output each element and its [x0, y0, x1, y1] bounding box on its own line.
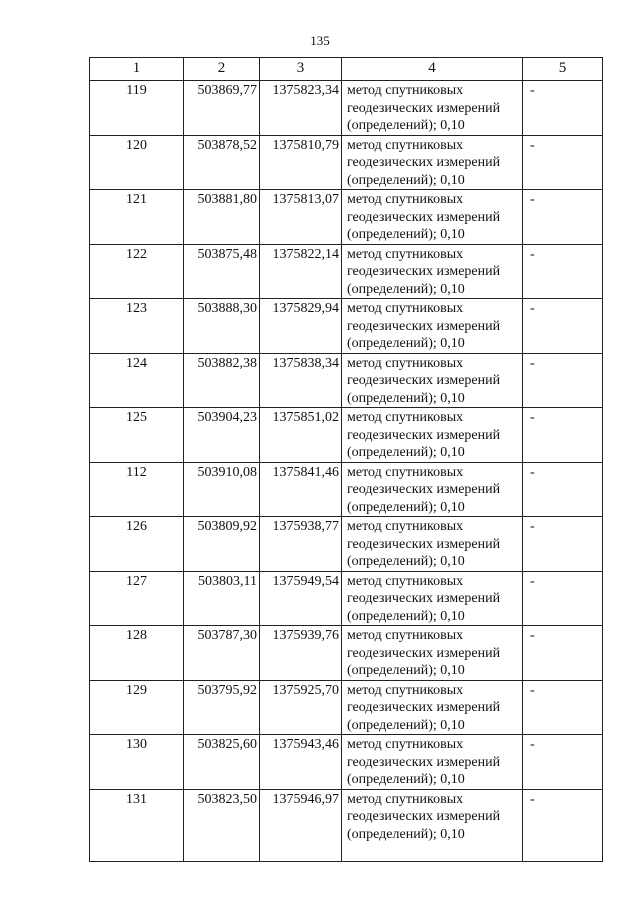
- y-coordinate-cell: 1375841,46: [260, 462, 342, 517]
- method-cell: [342, 190, 523, 245]
- point-number-cell: 121: [90, 190, 184, 245]
- table-row: [90, 135, 603, 190]
- point-number-cell: 119: [90, 81, 184, 136]
- table-row: [90, 789, 603, 861]
- x-coordinate-cell: 503878,52: [184, 135, 260, 190]
- method-cell: [342, 517, 523, 572]
- note-cell: -: [523, 680, 603, 735]
- method-line: геодезических измерений: [347, 100, 501, 116]
- y-coordinate-cell: 1375829,94: [260, 299, 342, 354]
- method-cell: [342, 81, 523, 136]
- method-line: геодезических измерений: [347, 264, 501, 279]
- method-line: (определений); 0,10: [347, 554, 465, 569]
- note-cell: -: [523, 626, 603, 681]
- method-line: метод спутниковых: [347, 791, 464, 807]
- note-cell: -: [523, 517, 603, 572]
- x-coordinate-cell: 503882,38: [184, 353, 260, 408]
- note-cell: -: [523, 244, 603, 299]
- method-cell: [342, 626, 523, 681]
- method-line: метод спутниковых: [347, 573, 464, 589]
- coordinates-table: [89, 57, 603, 862]
- note-cell: -: [523, 353, 603, 408]
- method-line: метод спутниковых: [347, 83, 464, 98]
- method-cell: [342, 789, 523, 861]
- point-number-cell: 112: [90, 462, 184, 517]
- method-line: (определений); 0,10: [347, 445, 465, 460]
- table-row: [90, 517, 603, 572]
- method-line: (определений); 0,10: [347, 608, 465, 624]
- y-coordinate-cell: 1375943,46: [260, 735, 342, 790]
- x-coordinate-cell: 503787,30: [184, 626, 260, 681]
- method-line: (определений); 0,10: [347, 499, 465, 515]
- note-cell: -: [523, 190, 603, 245]
- y-coordinate-cell: 1375838,34: [260, 353, 342, 408]
- method-line: (определений); 0,10: [347, 118, 465, 133]
- method-line: геодезических измерений: [347, 373, 501, 388]
- y-coordinate-cell: 1375822,14: [260, 244, 342, 299]
- method-line: метод спутниковых: [347, 464, 464, 480]
- table-body: [90, 81, 603, 862]
- method-line: геодезических измерений: [347, 155, 501, 170]
- note-cell: -: [523, 299, 603, 354]
- method-line: метод спутниковых: [347, 301, 464, 316]
- method-cell: [342, 299, 523, 354]
- method-line: геодезических измерений: [347, 318, 501, 334]
- point-number-cell: 123: [90, 299, 184, 354]
- x-coordinate-cell: 503795,92: [184, 680, 260, 735]
- method-cell: [342, 135, 523, 190]
- note-cell: -: [523, 81, 603, 136]
- x-coordinate-cell: 503869,77: [184, 81, 260, 136]
- method-line: метод спутниковых: [347, 628, 464, 643]
- y-coordinate-cell: 1375939,76: [260, 626, 342, 681]
- point-number-cell: 122: [90, 244, 184, 299]
- method-line: метод спутниковых: [347, 137, 464, 153]
- point-number-cell: 131: [90, 789, 184, 861]
- table-row: [90, 408, 603, 463]
- method-line: (определений); 0,10: [347, 772, 465, 787]
- x-coordinate-cell: 503823,50: [184, 789, 260, 861]
- note-cell: -: [523, 789, 603, 861]
- method-line: (определений); 0,10: [347, 336, 465, 351]
- table-header-row: [90, 58, 603, 81]
- x-coordinate-cell: 503904,23: [184, 408, 260, 463]
- note-cell: -: [523, 735, 603, 790]
- method-line: (определений); 0,10: [347, 663, 465, 678]
- table-row: [90, 81, 603, 136]
- method-line: геодезических измерений: [347, 700, 501, 715]
- x-coordinate-cell: 503809,92: [184, 517, 260, 572]
- method-cell: [342, 244, 523, 299]
- column-header-1: 1: [90, 58, 184, 81]
- method-line: метод спутниковых: [347, 737, 464, 752]
- method-cell: [342, 571, 523, 626]
- method-line: метод спутниковых: [347, 246, 464, 262]
- column-header-4: 4: [342, 58, 523, 81]
- page-number: 135: [310, 33, 330, 48]
- y-coordinate-cell: 1375823,34: [260, 81, 342, 136]
- x-coordinate-cell: 503875,48: [184, 244, 260, 299]
- table-row: [90, 244, 603, 299]
- point-number-cell: 124: [90, 353, 184, 408]
- table-row: [90, 353, 603, 408]
- point-number-cell: 120: [90, 135, 184, 190]
- method-line: метод спутниковых: [347, 519, 464, 534]
- method-line: геодезических измерений: [347, 645, 501, 661]
- y-coordinate-cell: 1375813,07: [260, 190, 342, 245]
- method-cell: [342, 353, 523, 408]
- method-line: (определений); 0,10: [347, 717, 465, 733]
- y-coordinate-cell: 1375810,79: [260, 135, 342, 190]
- method-line: метод спутниковых: [347, 410, 464, 425]
- method-line: метод спутниковых: [347, 355, 464, 371]
- method-line: (определений); 0,10: [347, 281, 465, 297]
- x-coordinate-cell: 503803,11: [184, 571, 260, 626]
- table-row: [90, 680, 603, 735]
- point-number-cell: 126: [90, 517, 184, 572]
- table-row: [90, 190, 603, 245]
- method-cell: [342, 462, 523, 517]
- table-row: [90, 735, 603, 790]
- note-cell: -: [523, 571, 603, 626]
- method-line: (определений); 0,10: [347, 172, 465, 188]
- y-coordinate-cell: 1375949,54: [260, 571, 342, 626]
- table-row: [90, 626, 603, 681]
- note-cell: -: [523, 135, 603, 190]
- method-line: геодезических измерений: [347, 754, 501, 770]
- method-line: геодезических измерений: [347, 591, 501, 606]
- x-coordinate-cell: 503825,60: [184, 735, 260, 790]
- method-line: геодезических измерений: [347, 482, 501, 497]
- method-line: геодезических измерений: [347, 427, 501, 443]
- note-cell: -: [523, 462, 603, 517]
- note-cell: -: [523, 408, 603, 463]
- method-line: метод спутниковых: [347, 682, 464, 698]
- table-row: [90, 571, 603, 626]
- column-header-5: 5: [523, 58, 603, 81]
- method-line: (определений); 0,10: [347, 227, 465, 242]
- x-coordinate-cell: 503888,30: [184, 299, 260, 354]
- method-line: (определений); 0,10: [347, 826, 465, 842]
- x-coordinate-cell: 503910,08: [184, 462, 260, 517]
- method-line: (определений); 0,10: [347, 390, 465, 406]
- point-number-cell: 129: [90, 680, 184, 735]
- y-coordinate-cell: 1375851,02: [260, 408, 342, 463]
- point-number-cell: 125: [90, 408, 184, 463]
- method-cell: [342, 680, 523, 735]
- table-row: [90, 299, 603, 354]
- point-number-cell: 130: [90, 735, 184, 790]
- method-line: геодезических измерений: [347, 209, 501, 225]
- y-coordinate-cell: 1375925,70: [260, 680, 342, 735]
- point-number-cell: 128: [90, 626, 184, 681]
- point-number-cell: 127: [90, 571, 184, 626]
- method-line: геодезических измерений: [347, 536, 501, 552]
- y-coordinate-cell: 1375938,77: [260, 517, 342, 572]
- column-header-3: 3: [260, 58, 342, 81]
- x-coordinate-cell: 503881,80: [184, 190, 260, 245]
- column-header-2: 2: [184, 58, 260, 81]
- table-row: [90, 462, 603, 517]
- method-cell: [342, 735, 523, 790]
- method-line: метод спутниковых: [347, 192, 464, 207]
- y-coordinate-cell: 1375946,97: [260, 789, 342, 861]
- method-cell: [342, 408, 523, 463]
- method-line: геодезических измерений: [347, 809, 501, 824]
